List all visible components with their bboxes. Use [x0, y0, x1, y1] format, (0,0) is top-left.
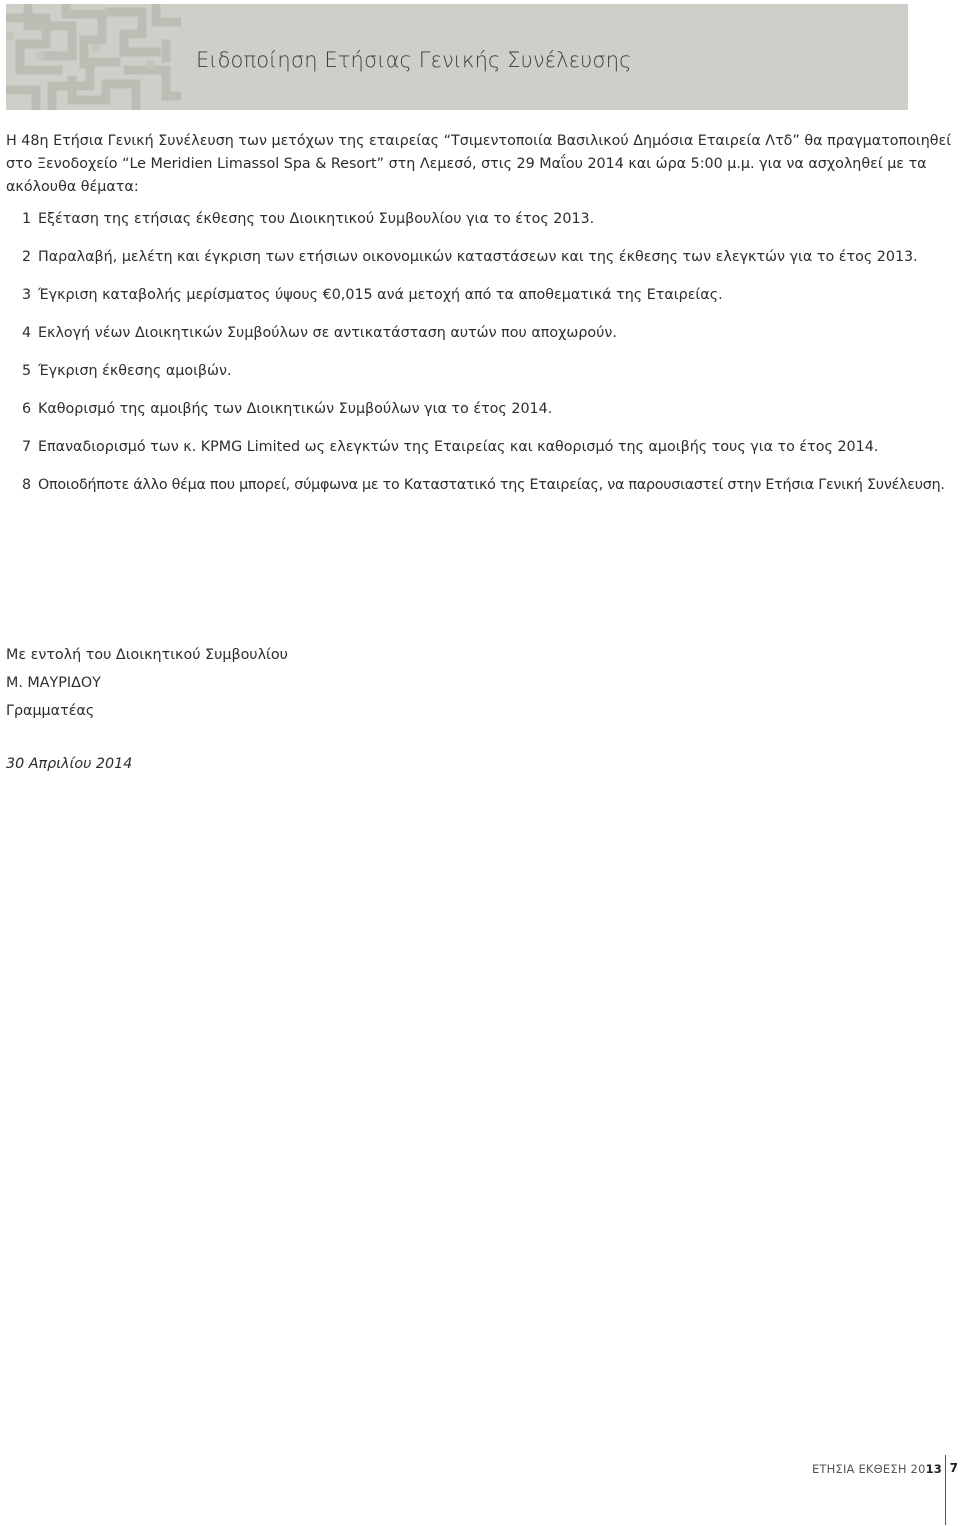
agenda-item	[22, 399, 922, 437]
footer-label-prefix: ΕΤΗΣΙΑ ΕΚΘΕΣΗ 20	[811, 1462, 926, 1476]
intro-line: Η 48η Ετήσια Γενική Συνέλευση των μετόχων της εταιρείας “Τσιμεντοποιία Βασιλικού Δημόσια Εταιρεία Λτδ” θα πραγματοποιηθεί	[6, 133, 952, 149]
page-title: Ειδοποίηση Ετήσιας Γενικής Συνέλευσης	[196, 48, 632, 72]
agenda-text: Έγκριση έκθεσης αμοιβών.	[38, 363, 232, 379]
intro-paragraph	[6, 130, 952, 199]
agenda-number: 7	[22, 439, 32, 455]
page-footer	[760, 1455, 960, 1525]
agenda-item	[22, 209, 922, 247]
agenda-text: Επαναδιορισμό των κ. KPMG Limited ως ελεγκτών της Εταιρείας και καθορισμό της αμοιβής τους για το έτος 2014.	[38, 439, 879, 455]
agenda-item	[22, 323, 922, 361]
agenda-item	[22, 475, 945, 513]
agenda-number: 6	[22, 401, 32, 417]
page-number: 7	[949, 1461, 958, 1475]
decorative-pattern	[6, 4, 181, 110]
agenda-number: 2	[22, 249, 32, 265]
agenda-text: Καθορισμό της αμοιβής των Διοικητικών Συμβούλων για το έτος 2014.	[38, 401, 553, 417]
footer-label-year: 13	[925, 1462, 942, 1476]
agenda-text: Παραλαβή, μελέτη και έγκριση των ετήσιων οικονομικών καταστάσεων και της έκθεσης των ελεγκτών για το έτος 2013.	[38, 249, 918, 265]
agenda-item	[22, 361, 922, 399]
signature-block	[6, 643, 288, 727]
agenda-text: Εκλογή νέων Διοικητικών Συμβούλων σε αντικατάσταση αυτών που αποχωρούν.	[38, 325, 617, 341]
agenda-number: 8	[22, 477, 32, 493]
agenda-text: Έγκριση καταβολής μερίσματος ύψους €0,015 ανά μετοχή από τα αποθεματικά της Εταιρείας.	[38, 287, 723, 303]
agenda-number: 5	[22, 363, 32, 379]
intro-line: στο Ξενοδοχείο “Le Meridien Limassol Spa & Resort” στη Λεμεσό, στις 29 Μαΐου 2014 και ώρα 5:00 μ.μ. για να ασχοληθεί με τα	[6, 156, 927, 172]
intro-line: ακόλουθα θέματα:	[6, 179, 139, 195]
footer-report-label	[812, 1462, 942, 1476]
agenda-number: 4	[22, 325, 32, 341]
agenda-text: Εξέταση της ετήσιας έκθεσης του Διοικητικού Συμβουλίου για το έτος 2013.	[38, 211, 595, 227]
notice-date: 30 Απριλίου 2014	[6, 756, 133, 772]
signature-order: Με εντολή του Διοικητικού Συμβουλίου	[6, 647, 288, 663]
signature-role: Γραμματέας	[6, 703, 95, 719]
agenda-list	[22, 209, 945, 513]
agenda-item	[22, 437, 922, 475]
agenda-text: Οποιοδήποτε άλλο θέμα που μπορεί, σύμφωνα με το Καταστατικό της Εταιρείας, να παρουσιαστεί στην Ετήσια Γενική Συνέλευση.	[38, 477, 945, 493]
agenda-item	[22, 285, 922, 323]
footer-divider	[945, 1455, 946, 1525]
agenda-item	[22, 247, 922, 285]
agenda-number: 1	[22, 211, 32, 227]
signature-name: Μ. ΜΑΥΡΙΔΟΥ	[6, 675, 101, 691]
agenda-number: 3	[22, 287, 32, 303]
header-band	[6, 4, 908, 110]
